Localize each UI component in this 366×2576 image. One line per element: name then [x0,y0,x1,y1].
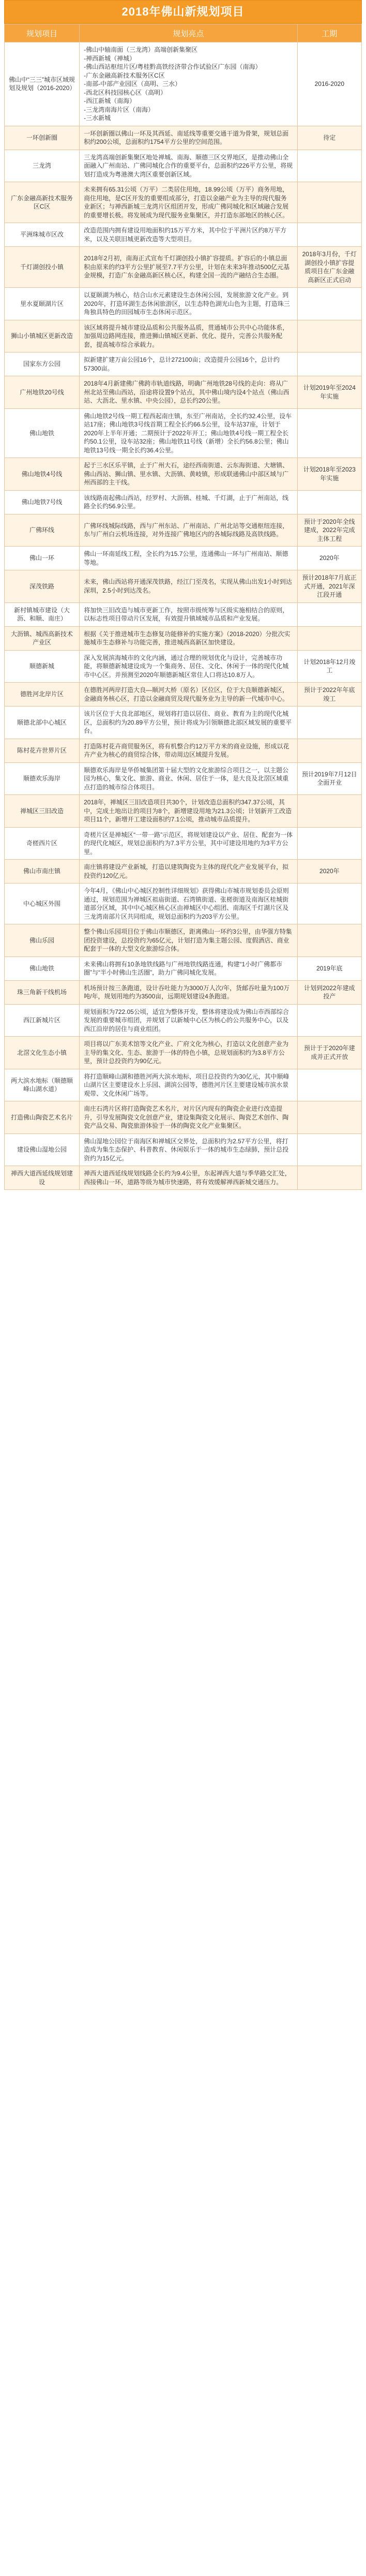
project-name: 一环创新圈 [5,126,80,150]
project-table [4,24,362,1190]
project-highlights: 整个佛山乐园项目位于佛山市顺德区，距离佛山一环约3公里，由华强方特集团投资建设，总投资约为65亿元，计划打造为集主题公园、度假酒店、商业配套于一体的大型文化旅游综合体。 [80,924,298,957]
project-name: 陈村花卉世界片区 [5,739,80,762]
project-schedule: 2020年 [297,547,361,570]
project-name: 佛山地铁7号线 [5,490,80,514]
project-highlights: 根据《关于推进城市生态修复功能修补的实施方案》（2018-2020）分批次实施城市生态修补与功能完善，推进城西高新区加快建设。 [80,626,298,650]
project-name: 北滘文化生态小镇 [5,1037,80,1069]
table-row [5,827,362,860]
project-highlights: 机场预计按三条跑道，设计吞吐能力为3000万人次/年，货邮吞吐量为100万吨/年，规划用地约为3500亩，远期规划建设4条跑道。 [80,980,298,1004]
table-row [5,126,362,150]
table-row [5,956,362,980]
project-schedule [297,182,361,223]
project-name: 珠三角新干线机场 [5,980,80,1004]
table-row [5,762,362,795]
project-schedule [297,1166,361,1190]
table-row [5,514,362,547]
project-schedule [297,706,361,739]
table-row [5,650,362,683]
table-header-row [5,24,362,42]
project-schedule [297,1134,361,1166]
project-highlights: 将打造顺峰山湖和德胜河两大滨水地标，项目总投资约为30亿元，其中顺峰山湖片区主要建设水上乐园、湖滨公园等，德胜河片区主要建设城市滨水景观带、文化休闲广场等。 [80,1069,298,1101]
project-schedule [297,320,361,352]
project-highlights: 将加快三旧改造与城市更新工作，按照市级统筹与区级实施相结合的原则，以标志性项目带动片区发展，有效提升镇域城市品质和产业发展。 [80,602,298,626]
project-highlights: 项目将以广东美术馆等文化产业、广府文化为核心，打造以文化创意产业为主导的集文化、生态、旅游于一体的特色小镇，总规划面积约为3.8平方公里，预计总投资约为90亿元。 [80,1037,298,1069]
table-row [5,739,362,762]
project-schedule [297,884,361,924]
project-name: 平洲珠城市区改 [5,223,80,247]
table-row [5,376,362,409]
table-row [5,924,362,957]
table-row [5,1004,362,1037]
table-row [5,570,362,603]
project-name: 里水夏颐湖片区 [5,288,80,320]
table-row [5,408,362,458]
project-highlights: 该片区位于大良北部地区，规划将打造以居住、商业、教育为主的现代化城区，总面积约为20.89平方公里，预计将成为引领顺德北部区域发展的重要平台。 [80,706,298,739]
project-name: 广州地铁20号线 [5,376,80,409]
table-row [5,490,362,514]
header-schedule: 工期 [297,24,361,42]
project-schedule: 2016-2020 [297,42,361,126]
project-highlights: 规划面积为722.05公顷，适宜为整体开发，整体将建设成为佛山市西部综合发展的重要城市组团，并规划了以新城中心区为核心的公共服务中心，以及西江沿岸的居住与商业组团。 [80,1004,298,1037]
project-highlights: 南庄镇将建设产业新城，打造以建筑陶瓷为主体的现代化产业发展平台，拟投资约120亿元。 [80,860,298,884]
table-row [5,352,362,376]
project-schedule: 2020年 [297,860,361,884]
project-highlights: 三龙湾高端创新集聚区地处禅城、南海、顺德三区交界地区，是推动佛山全面融入广州南站、广佛同城化合作的重要平台，总面积约226平方公里，将规划打造成为粤港澳大湾区重要创新区域。 [80,150,298,182]
project-name: 狮山小镇城区更新改造 [5,320,80,352]
table-row [5,42,362,126]
table-row [5,602,362,626]
project-highlights: 一环创新圈以佛山一环及其西延、南延线等重要交通干道为骨架，规划总面积约200公顷，总面积约1754平方公里的空间范围。 [80,126,298,150]
project-schedule [297,223,361,247]
project-schedule [297,626,361,650]
project-highlights: 未来佛山将拥有10条地铁线路与广州地铁线路连通，构建“1小时广佛都市圈”与“半小时佛山生活圈”，助力广佛同城化发展。 [80,956,298,980]
project-highlights: 佛山湿地公园位于南海区和禅城区交界处，总面积约为2.57平方公里，将打造成为集生态保护、科普教育、休闲娱乐于一体的城市生态绿肺，预计总投资约为15亿元。 [80,1134,298,1166]
project-name: 顺德欢乐海岸 [5,762,80,795]
project-name: 德胜河北岸片区 [5,683,80,706]
table-row [5,1069,362,1101]
table-row [5,1134,362,1166]
project-schedule [297,924,361,957]
project-schedule [297,1004,361,1037]
project-schedule [297,1101,361,1134]
project-schedule: 2019年底 [297,956,361,980]
project-name: 深茂铁路 [5,570,80,603]
table-row [5,182,362,223]
header-project: 规划项目 [5,24,80,42]
project-highlights: -佛山中轴南面（三龙湾）高端创新集聚区 -禅西新城（禅城） -佛山西站枢纽片区/粤桂黔高铁经济带合作试验区广东园（南海） -广东金融高新技术服务区C区 -南部-中部产业园区（高明、三水） -西北区科技园核心区（高明） -西江新城（南海） -三龙湾南海片区（南海） -三水新城 [80,42,298,126]
table-row [5,683,362,706]
project-name: 打造佛山陶瓷艺术名片 [5,1101,80,1134]
project-name: 佛山一环 [5,547,80,570]
table-row [5,860,362,884]
project-name: 大沥镇、城西高新技术产业区 [5,626,80,650]
project-schedule: 计划到2022年建成投产 [297,980,361,1004]
header-highlights: 规划亮点 [80,24,298,42]
project-schedule [297,795,361,828]
project-highlights: 该线路南起佛山西站，经罗村、大沥镇、桂城、千灯湖，止于广州南站，线路全长约56.9公里。 [80,490,298,514]
table-row [5,547,362,570]
project-name: 新村镇城市建设（大沥、和顺、南庄） [5,602,80,626]
project-highlights: 佛山地铁2号线一期工程西起南庄镇，东至广州南站，全长约32.4公里，设车站17座；佛山地铁3号线首期工程全长约66.5公里，设车站37座，计划于2020年上半年开通；二期预计于2022年开工；佛山地铁4号线一期工程全长约50.1公里，设车站32座；佛山地铁11号线（新增）全长约56.8公里；佛山地铁13号线一期全长约36.4公里。 [80,408,298,458]
project-schedule: 预计2019年7月12日全面开业 [297,762,361,795]
table-row [5,1101,362,1134]
project-name: 禅西大道西延线规划建设 [5,1166,80,1190]
project-highlights: 禅西大道西延线规划线路全长约为9.4公里，东起禅西大道与季华路交汇处，西接佛山一环，道路等级为城市快速路，将有效缓解禅西新城交通压力。 [80,1166,298,1190]
project-highlights: 该区域将提升城市建设品质和公共服务品质，贯通城市公共中心功能体系，加强周边路网连接，推进狮山镇城区更新、优化、提升，完善公共服务配套，提高城市综合承载力。 [80,320,298,352]
project-name: 西江新城片区 [5,1004,80,1037]
table-row [5,458,362,491]
project-name: 佛山市南庄镇 [5,860,80,884]
project-name: 广佛环线 [5,514,80,547]
project-schedule [297,352,361,376]
table-row [5,795,362,828]
project-name: 佛山中“三三”城市区域规划及规划（2016-2020） [5,42,80,126]
project-highlights: 改造范围内拥有建设用地面积约15万平方米，其中位于平洲片区约8万平方米，以及关联旧城更新改造等大型项目。 [80,223,298,247]
project-highlights: 起于三水区乐平镇，止于广州大石，途经西南街道、云东海街道、大塘镇、佛山西站、狮山镇、里水镇、大沥镇、黄岐镇，形成联通佛山中部区域与广州西部的主干线。 [80,458,298,491]
project-name: 顺德新城 [5,650,80,683]
project-schedule: 预计于2022年年底竣工 [297,683,361,706]
project-highlights: 南庄石湾片区将打造陶瓷艺术名片，对片区内现有的陶瓷企业进行改造提升，引导发展陶瓷文化创意产业，建设集陶瓷文化展示、陶瓷艺术创作、陶瓷产品交易、陶瓷旅游体验于一体的陶瓷文化产业集聚区。 [80,1101,298,1134]
table-row [5,223,362,247]
project-schedule [297,739,361,762]
project-schedule [297,827,361,860]
project-highlights: 深入发展滨海城市的文化内涵，通过合理的规划优化与设计，完善城市功能，将顺德新城建设成为一个集商务、居住、文化、休闲于一体的现代化城市中心区。并预测至2020年顺德新城区常住人口将达10.8万人。 [80,650,298,683]
project-schedule: 预计2018年7月底正式开通，2021年深江段开通 [297,570,361,603]
sheet-title: 2018年佛山新规划项目 [4,0,362,24]
project-schedule: 计划2018年12月竣工 [297,650,361,683]
project-schedule [297,602,361,626]
table-row [5,1166,362,1190]
project-schedule: 待定 [297,126,361,150]
project-name: 两大滨水地标（顺德顺峰山湖水道） [5,1069,80,1101]
project-highlights: 在德胜河两岸打造大良—顺河大桥（原名）区位区，位于大良顺德新城区，金融商务核心区，打造以金融商贸及现代服务业为主导的新一代城市中心。 [80,683,298,706]
project-name: 国家东方公园 [5,352,80,376]
project-name: 顺德北部中心城区 [5,706,80,739]
project-name: 千灯湖创投小镇 [5,247,80,288]
project-name: 佛山地铁 [5,956,80,980]
project-schedule: 计划2018年至2023年实施 [297,458,361,491]
table-row [5,320,362,352]
project-schedule: 2018年3月份，千灯湖创投小镇扩容提质项目在广东金融高新区正式启动 [297,247,361,288]
project-name: 佛山地铁4号线 [5,458,80,491]
project-highlights: 未来，佛山西站将开通深茂铁路，经江门至茂名，实现从佛山出发1小时到达深圳，2.5小时到达茂名。 [80,570,298,603]
project-name: 佛山乐园 [5,924,80,957]
project-highlights: 以夏颐湖为核心，结合山水元素建设生态休闲公园，发展旅游文化产业。到2020年，打造环湖生态休闲旅游区，以生态特色湖光山色为主题，打造珠三角独具特色的田园城市生态休闲示范区。 [80,288,298,320]
table-row [5,884,362,924]
table-row [5,150,362,182]
project-highlights: 广佛环线城际线路，西与广州东站、广州南站、广州北站等交通枢纽连接，东与广州白云机场连接，对外连接广佛地区内的各城际线路及高铁线路。 [80,514,298,547]
project-highlights: 打造陈村花卉商贸服务区，将有机整合约12万平方米的商业设施，形成以花卉产业为核心的商贸综合体，带动周边区域提升发展。 [80,739,298,762]
project-highlights: 2018年4月新建佛广佛跨市轨道线路，明确广州地铁28号线的走向：将从广州北站至佛山西站，沿途将设置9个站点，其中佛山境内设4个站点（佛山西站、大沥北、里水镇、中央公园），总长约20公里。 [80,376,298,409]
project-name: 中心城区外围 [5,884,80,924]
project-highlights: 奇槎片区是禅城区“一带一路”示范区，将规划建设以产业、居住、配套为一体的现代化城区，规划总面积约为7.3平方公里，其中可建设用地约为3平方公里。 [80,827,298,860]
project-highlights: 佛山一环南延线工程，全长约为15.7公里，连通佛山一环与广州南站、顺德等地。 [80,547,298,570]
project-name: 建设佛山湿地公园 [5,1134,80,1166]
project-name: 奇槎西片区 [5,827,80,860]
project-name: 广东金融高新技术服务区C区 [5,182,80,223]
project-schedule: 预计于于2020年建成并正式开放 [297,1037,361,1069]
project-schedule [297,408,361,458]
project-highlights: 未来拥有65.31公顷（万平）二类居住用地，18.99公顷（万平）商务用地，商住用地，是C区开发的重要组成部分，打造以金融产业为主导的现代服务业新区；与禅西新城三龙湾片区组团开发，形成广佛同城化和区域融合发展的重要增长极。将发展成为现代服务业集聚区，并打造东部地区的核心区。 [80,182,298,223]
project-schedule [297,490,361,514]
project-schedule [297,1069,361,1101]
project-schedule [297,150,361,182]
table-row [5,247,362,288]
project-name: 禅城区三旧改造 [5,795,80,828]
project-highlights: 今年4月，《佛山中心城区控制性详细规划》获得佛山市城市规划委员会原则通过，规划范围为禅城区祖庙街道、石湾镇街道、张槎街道及南海区桂城街道部分区域，其中中心城区核心区由禅城区中心组团、南海区千灯湖片区及三龙湾南部片区共同组成，规划总面积约为203平方公里。 [80,884,298,924]
project-highlights: 2018年2月初，南海正式宣布千灯湖创投小镇扩容提质。扩容后的小镇总面积由原来的约3平方公里扩展至7.7平方公里，计划在未来3年推动500亿元基金规模，打造广东金融高新区核心区，构建全国一流的产融结合生态圈。 [80,247,298,288]
project-schedule [297,288,361,320]
table-row [5,980,362,1004]
table-row [5,626,362,650]
table-row [5,706,362,739]
project-highlights: 2018年，禅城区三旧改造项目共30个，计划改造总面积约347.37公顷，其中，完成土地出让的项目为8个，新增建设用地为21.3公顷；计划新开工改造项目11个，新增开工建设面积约7.1公顷，推动城市品质提升。 [80,795,298,828]
project-schedule: 预计于2020年全线建成，2022年完成主体工程 [297,514,361,547]
project-name: 三龙湾 [5,150,80,182]
table-row [5,288,362,320]
project-schedule: 计划2019年至2024年实施 [297,376,361,409]
table-row [5,1037,362,1069]
project-name: 佛山地铁 [5,408,80,458]
project-highlights: 顺德欢乐海岸是华侨城集团第十届大型的文化旅游综合项目之一，以主题公园为核心，集文化、旅游、商业、休闲、居住于一体，是大良及北滘区域重点打造的城市综合体项目。 [80,762,298,795]
project-sheet [0,0,366,1194]
project-highlights: 拟新建扩建万亩公园16个，总计272100亩；改造提升公园16个，总计约57300亩。 [80,352,298,376]
